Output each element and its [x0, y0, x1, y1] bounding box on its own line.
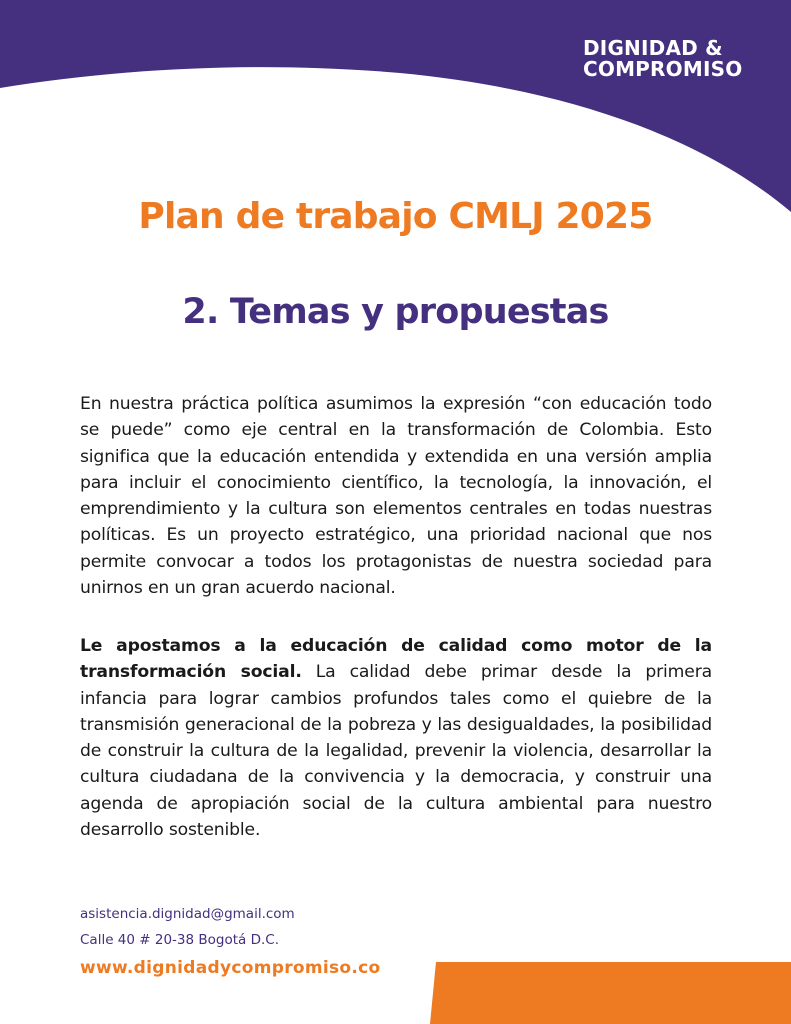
brand-logo-line1: DIGNIDAD &	[583, 36, 723, 60]
body-paragraph-2	[80, 633, 712, 843]
footer-website-link[interactable]: www.dignidadycompromiso.co	[80, 958, 381, 978]
paragraph-2-text: La calidad debe primar desde la primera infancia para lograr cambios profundos tales como el quiebre de la transmisión generacional de la pobreza y las desigualdades, la posibilidad de construir la cultura de la legalidad, prevenir la violencia, desarrollar la cultura ciudadana de la convivencia y la democracia, y construir una agenda de apropiación social de la cultura ambiental para nuestro desarrollo sostenible.	[80, 662, 712, 841]
section-title: 2. Temas y propuestas	[182, 292, 609, 332]
header-wave-shape	[0, 0, 791, 215]
brand-logo-line2: COMPROMISO	[583, 57, 743, 81]
footer-address: Calle 40 # 20-38 Bogotá D.C.	[80, 932, 279, 948]
paragraph-2-lead: Le apostamos a la educación de calidad como motor de la transformación social.	[80, 636, 712, 683]
footer-email[interactable]: asistencia.dignidad@gmail.com	[80, 906, 295, 922]
brand-logo	[583, 38, 742, 80]
plan-title: Plan de trabajo CMLJ 2025	[138, 196, 653, 237]
body-paragraph-1: En nuestra práctica política asumimos la expresión “con educación todo se puede” como eje central en la transformación de Colombia. Esto significa que la educación entendida y extendida en una versión amplia para incluir el conocimiento científico, la tecnología, la innovación, el emprendimiento y la cultura son elementos centrales en todas nuestras políticas. Es un proyecto estratégico, una prioridad nacional que nos permite convocar a todos los protagonistas de nuestra sociedad para unirnos en un gran acuerdo nacional.	[80, 394, 712, 599]
